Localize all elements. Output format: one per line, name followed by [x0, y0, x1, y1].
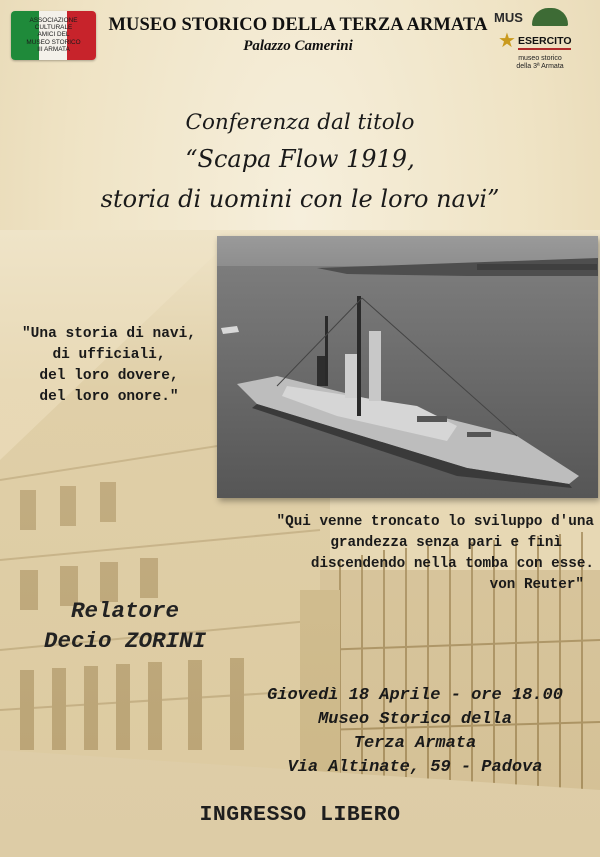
speaker-name: Decio ZORINI [43, 628, 207, 654]
event-venue-line2: Terza Armata [353, 734, 477, 753]
event-venue-line1: Museo Storico della [318, 710, 512, 729]
esercito-logo-label: ESERCITO [518, 35, 571, 50]
quote-von-reuter-line: discendendo nella tomba con esse. [310, 556, 594, 572]
conference-intro: Conferenza dal titolo [185, 110, 415, 135]
conference-title-line2: storia di uomini con le loro navi” [100, 185, 500, 213]
quote-navi-line: di ufficiali, [52, 347, 166, 363]
battleship-photo [217, 236, 598, 498]
quote-von-reuter [204, 512, 594, 596]
quote-navi [4, 324, 214, 408]
helmet-icon [532, 8, 568, 26]
association-logo-text: ASSOCIAZIONE CULTURALE AMICI DEL MUSEO STORICO III ARMATA [26, 17, 81, 53]
museum-subtitle: Palazzo Camerini [243, 38, 353, 54]
quote-navi-line: del loro onore." [39, 389, 179, 405]
speaker-label: Relatore [70, 598, 180, 624]
free-entry-label: INGRESSO LIBERO [199, 803, 401, 827]
quote-navi-line: "Una storia di navi, [21, 326, 197, 342]
esercito-logo-mus-text: MUS [494, 10, 523, 25]
speaker-block [20, 596, 230, 656]
quote-von-reuter-line: "Qui venne troncato lo sviluppo d'una [276, 514, 594, 530]
event-date-time: Giovedì 18 Aprile - ore 18.00 [267, 686, 563, 705]
event-details [245, 684, 585, 780]
quote-navi-line: del loro dovere, [39, 368, 179, 384]
museum-title: MUSEO STORICO DELLA TERZA ARMATA [108, 15, 488, 35]
association-flag-logo [11, 11, 96, 60]
event-address: Via Altinate, 59 - Padova [287, 758, 543, 777]
conference-title-line1: “Scapa Flow 1919, [185, 145, 415, 173]
quote-author: von Reuter" [489, 577, 584, 593]
quote-von-reuter-line: grandezza senza pari e finì [330, 535, 562, 551]
esercito-logo [494, 6, 594, 74]
star-icon: ★ [498, 28, 516, 52]
esercito-logo-caption: museo storico della 3ª Armata [516, 55, 564, 70]
